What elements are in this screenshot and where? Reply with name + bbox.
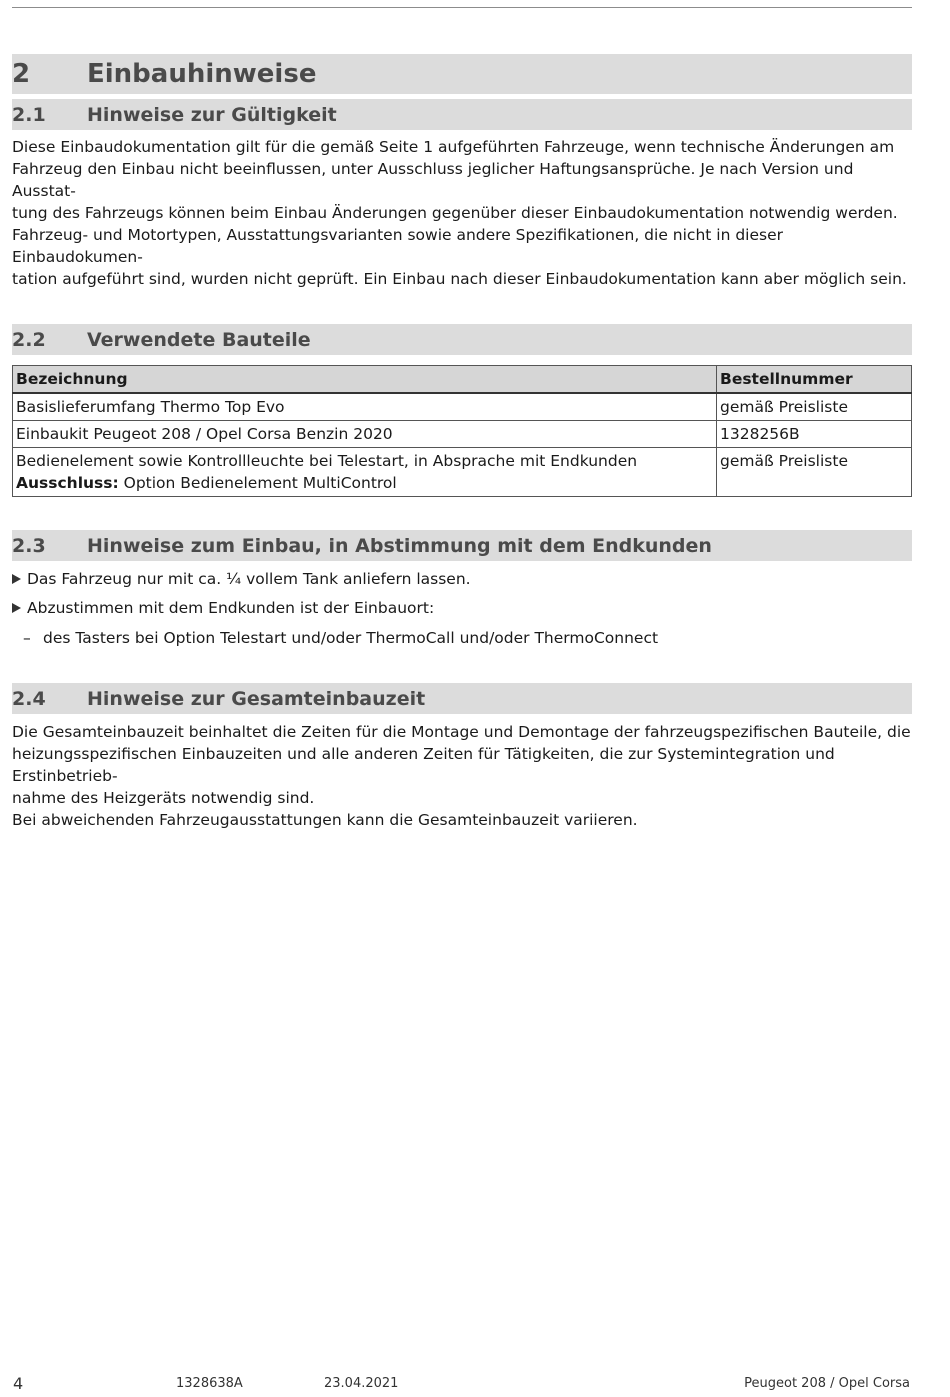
document-date: 23.04.2021 (324, 1376, 399, 1391)
top-rule (12, 7, 912, 8)
section-number: 2.3 (12, 534, 46, 557)
note-text: Option Bedienelement MultiControl (118, 474, 397, 492)
section-2-heading (12, 54, 912, 94)
section-title: Hinweise zur Gültigkeit (87, 103, 337, 126)
section-number: 2 (12, 59, 31, 89)
section-title: Hinweise zum Einbau, in Abstimmung mit dem Endkunden (87, 534, 712, 557)
sub-list-item-text: des Tasters bei Option Telestart und/oder ThermoCall und/oder ThermoConnect (43, 629, 659, 647)
list-item (12, 568, 912, 590)
part-name: Einbaukit Peugeot 208 / Opel Corsa Benzin 2020 (13, 421, 717, 448)
section-2-1-heading (12, 99, 912, 130)
table-row (13, 448, 912, 497)
text-line: tation aufgeführt sind, wurden nicht geprüft. Ein Einbau nach dieser Einbaudokumentation kann aber möglich sein. (12, 270, 907, 288)
text-line: Diese Einbaudokumentation gilt für die gemäß Seite 1 aufgeführten Fahrzeuge, wenn technische Änderungen am (12, 138, 895, 156)
table-header-row (13, 366, 912, 394)
validity-paragraph (12, 136, 912, 290)
part-name: Basislieferumfang Thermo Top Evo (13, 393, 717, 421)
text-line: Fahrzeug- und Motortypen, Ausstattungsvarianten sowie andere Spezifikationen, die nicht in dieser Einbaudokumen- (12, 226, 783, 266)
text-line: tung des Fahrzeugs können beim Einbau Änderungen gegenüber dieser Einbaudokumentation notwendig werden. (12, 204, 898, 222)
text-line: nahme des Heizgeräts notwendig sind. (12, 789, 315, 807)
part-number: gemäß Preisliste (717, 393, 912, 421)
list-item-text: Das Fahrzeug nur mit ca. ¼ vollem Tank anliefern lassen. (27, 570, 471, 588)
vehicle-name: Peugeot 208 / Opel Corsa (744, 1376, 910, 1391)
note-label: Ausschluss: (16, 474, 119, 492)
section-2-4-heading (12, 683, 912, 714)
sub-list-item (12, 627, 912, 649)
section-number: 2.2 (12, 328, 46, 351)
text-line: Bei abweichenden Fahrzeugausstattungen kann die Gesamteinbauzeit variieren. (12, 811, 638, 829)
document-number: 1328638A (176, 1376, 243, 1391)
triangle-bullet-icon (12, 574, 21, 584)
text-line: heizungsspezifischen Einbauzeiten und alle anderen Zeiten für Tätigkeiten, die zur Systemintegration und Erstinbetrieb- (12, 745, 835, 785)
text-line: Die Gesamteinbauzeit beinhaltet die Zeiten für die Montage und Demontage der fahrzeugspezifischen Bauteile, die (12, 723, 911, 741)
list-item (12, 597, 912, 619)
page-content (12, 54, 912, 831)
part-number: gemäß Preisliste (717, 448, 912, 497)
dash-bullet: – (23, 629, 31, 647)
installation-time-paragraph (12, 721, 912, 831)
page-number: 4 (13, 1374, 24, 1393)
table-row (13, 393, 912, 421)
part-name: Bedienelement sowie Kontrollleuchte bei Telestart, in Absprache mit Endkunden (16, 452, 638, 470)
section-2-3-heading (12, 530, 912, 561)
section-title: Hinweise zur Gesamteinbauzeit (87, 687, 426, 710)
part-number: 1328256B (717, 421, 912, 448)
table-row (13, 421, 912, 448)
triangle-bullet-icon (12, 603, 21, 613)
parts-table (12, 365, 912, 497)
section-number: 2.4 (12, 687, 46, 710)
part-name-cell (13, 448, 717, 497)
column-header-number: Bestellnummer (717, 366, 912, 394)
section-title: Verwendete Bauteile (87, 328, 311, 351)
list-item-text: Abzustimmen mit dem Endkunden ist der Einbauort: (27, 599, 435, 617)
column-header-name: Bezeichnung (13, 366, 717, 394)
section-title: Einbauhinweise (87, 59, 317, 89)
text-line: Fahrzeug den Einbau nicht beeinflussen, unter Ausschluss jeglicher Haftungsansprüche. Je nach Version und Ausstat- (12, 160, 854, 200)
section-number: 2.1 (12, 103, 46, 126)
section-2-2-heading (12, 324, 912, 355)
